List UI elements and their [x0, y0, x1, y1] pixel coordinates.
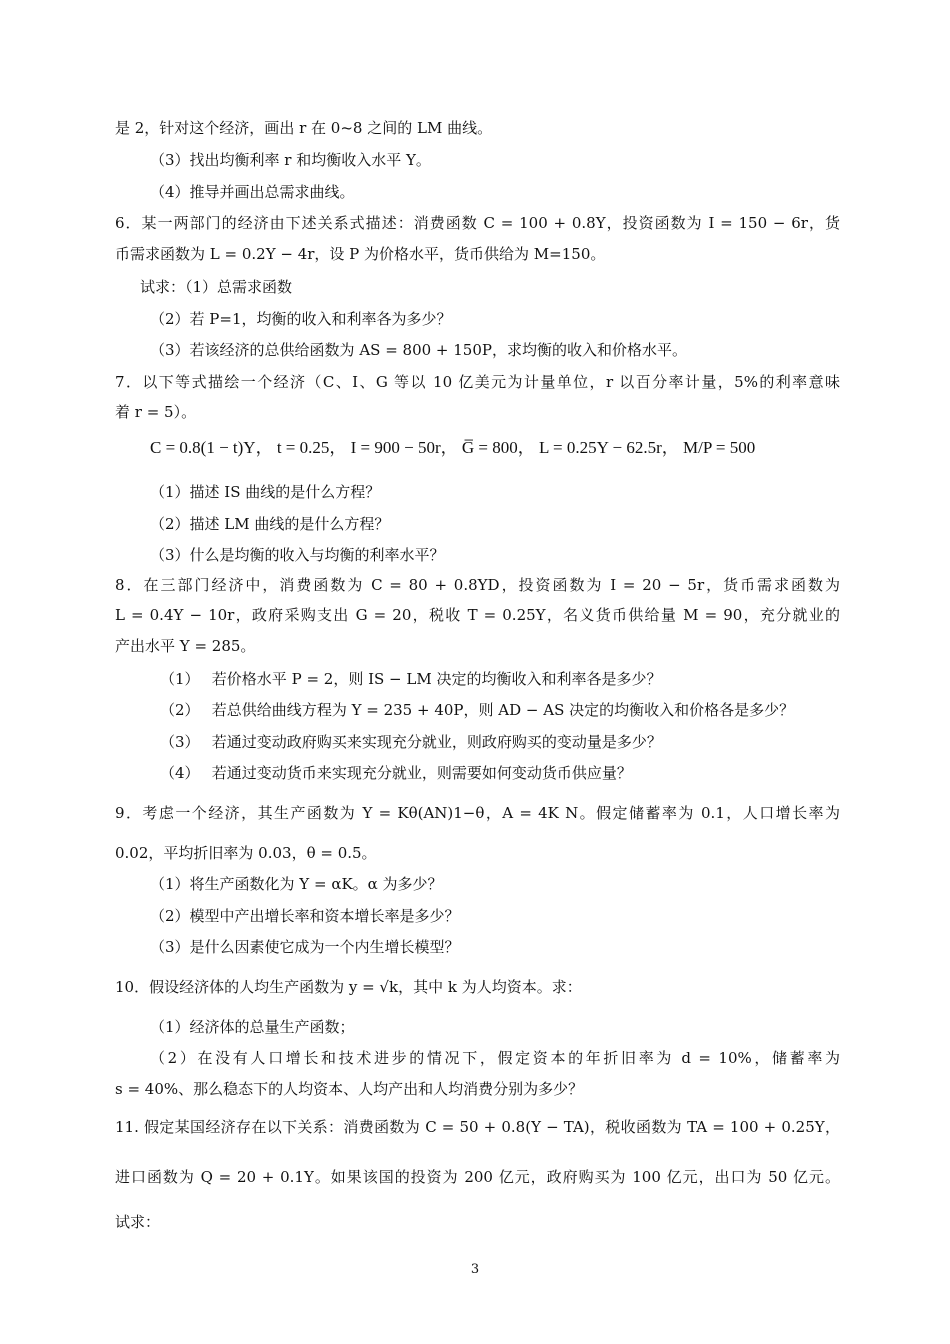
text-line: 进口函数为 Q = 20 + 0.1Y。如果该国的投资为 200 亿元，政府购买为 100 亿元，出口为 50 亿元。	[115, 1168, 840, 1186]
text-line: 11. 假定某国经济存在以下关系：消费函数为 C = 50 + 0.8(Y − TA)，税收函数为 TA = 100 + 0.25Y，	[115, 1118, 840, 1136]
text-line: （2）在没有人口增长和技术进步的情况下，假定资本的年折旧率为 d = 10%，储蓄率为	[150, 1049, 840, 1067]
equation-line: C = 0.8(1 − t)Y， t = 0.25， I = 900 − 50r， G̅ = 800， L = 0.25Y − 62.5r， M/P = 500	[150, 438, 756, 457]
text-line: （2）若 P=1，均衡的收入和利率各为多少？	[150, 310, 452, 328]
text-line: （3）是什么因素使它成为一个内生增长模型？	[150, 938, 460, 956]
text-line: 7．以下等式描绘一个经济（C、I、G 等以 10 亿美元为计量单位，r 以百分率计量，5%的利率意味	[115, 373, 840, 391]
text-line: （4）推导并画出总需求曲线。	[150, 183, 355, 201]
text-line: 着 r = 5）。	[115, 403, 197, 421]
text-line: （1）经济体的总量生产函数；	[150, 1018, 355, 1036]
text-line: 0.02，平均折旧率为 0.03，θ = 0.5。	[115, 844, 377, 862]
page-number: 3	[470, 1262, 480, 1277]
text-line: （4） 若通过变动货币来实现充分就业，则需要如何变动货币供应量？	[160, 764, 632, 782]
text-line: （3）什么是均衡的收入与均衡的利率水平？	[150, 546, 445, 564]
text-line: 6．某一两部门的经济由下述关系式描述：消费函数 C = 100 + 0.8Y，投资函数为 I = 150 − 6r，货	[115, 214, 840, 232]
text-line: L = 0.4Y − 10r，政府采购支出 G = 20，税收 T = 0.25Y，名义货币供给量 M = 90，充分就业的	[115, 606, 840, 624]
text-line: 试求：	[115, 1213, 161, 1231]
text-line: 8．在三部门经济中，消费函数为 C = 80 + 0.8YD，投资函数为 I = 20 − 5r，货币需求函数为	[115, 576, 840, 594]
text-line: （2） 若总供给曲线方程为 Y = 235 + 40P，则 AD − AS 决定的均衡收入和价格各是多少？	[160, 701, 795, 719]
text-line: （2）模型中产出增长率和资本增长率是多少？	[150, 907, 460, 925]
text-line: 9．考虑一个经济，其生产函数为 Y = Kθ(AN)1−θ，A = 4K N。假定储蓄率为 0.1，人口增长率为	[115, 804, 840, 822]
text-line: （1）将生产函数化为 Y = αK。α 为多少？	[150, 875, 443, 893]
text-line: （2）描述 LM 曲线的是什么方程？	[150, 515, 390, 533]
text-line: 产出水平 Y = 285。	[115, 637, 256, 655]
text-line: （1）描述 IS 曲线的是什么方程？	[150, 483, 381, 501]
text-line: （1） 若价格水平 P = 2，则 IS − LM 决定的均衡收入和利率各是多少？	[160, 670, 662, 688]
text-line: s = 40%、那么稳态下的人均资本、人均产出和人均消费分别为多少？	[115, 1080, 584, 1098]
text-line: 是 2，针对这个经济，画出 r 在 0~8 之间的 LM 曲线。	[115, 119, 493, 137]
text-line: （3）找出均衡利率 r 和均衡收入水平 Y。	[150, 151, 431, 169]
text-line: 试求：（1）总需求函数	[140, 278, 293, 296]
text-line: （3）若该经济的总供给函数为 AS = 800 + 150P，求均衡的收入和价格水平。	[150, 341, 687, 359]
text-line: 币需求函数为 L = 0.2Y − 4r，设 P 为价格水平，货币供给为 M=150。	[115, 245, 606, 263]
text-line: （3） 若通过变动政府购买来实现充分就业，则政府购买的变动量是多少？	[160, 733, 662, 751]
text-line: 10．假设经济体的人均生产函数为 y = √k，其中 k 为人均资本。求：	[115, 978, 582, 996]
